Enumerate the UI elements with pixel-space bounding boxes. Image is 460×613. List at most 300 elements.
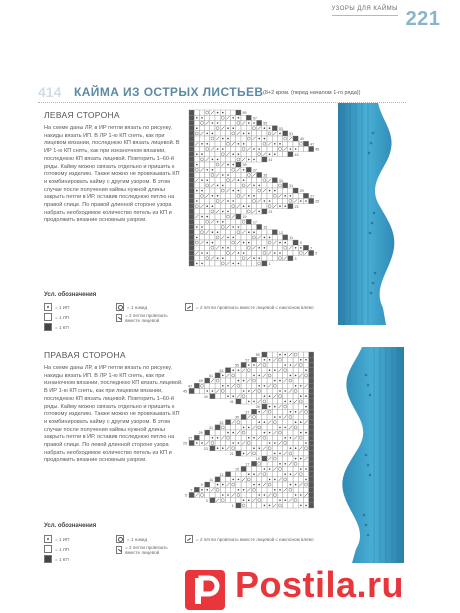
purl-mark <box>222 375 224 377</box>
purl-mark <box>243 252 245 254</box>
chart-cell <box>199 172 204 177</box>
chart-cell <box>267 487 272 492</box>
chart-cell <box>293 368 298 373</box>
chart-cell <box>288 440 293 445</box>
chart-cell <box>293 430 298 435</box>
purl-mark <box>201 226 203 228</box>
right-side-heading: ПРАВАЯ СТОРОНА <box>44 350 126 360</box>
purl-mark <box>300 421 302 423</box>
chart-cell <box>236 482 241 487</box>
chart-cell <box>288 198 293 203</box>
purl-mark <box>253 159 255 161</box>
purl-mark <box>274 252 276 254</box>
chart-cell <box>283 373 288 378</box>
purl-mark <box>243 133 245 135</box>
chart-cell <box>251 383 256 388</box>
chart-cell <box>309 482 314 487</box>
chart-cell <box>283 235 288 240</box>
purl-mark <box>253 401 255 403</box>
chart-cell <box>298 435 303 440</box>
purl-mark <box>290 375 292 377</box>
row-number-label: 33 <box>278 178 283 183</box>
chart-cell <box>277 503 282 508</box>
chart-cell <box>246 503 251 508</box>
chart-cell <box>257 193 262 198</box>
chart-cell <box>225 435 230 440</box>
watermark-text: Postila.ru <box>235 564 405 605</box>
chart-cell <box>194 230 199 235</box>
chart-cell <box>199 120 204 125</box>
legend-lp-2: = 1 ЛП <box>44 545 69 553</box>
chart-cell <box>236 120 241 125</box>
purl-mark <box>222 385 224 387</box>
purl-mark <box>248 499 250 501</box>
chart-cell <box>205 209 210 214</box>
chart-cell <box>257 388 262 393</box>
purl-mark <box>264 127 266 129</box>
chart-cell <box>199 146 204 151</box>
chart-cell <box>236 492 241 497</box>
purl-mark <box>217 148 219 150</box>
chart-cell <box>189 115 194 120</box>
chart-cell <box>303 435 308 440</box>
chart-cell <box>215 214 220 219</box>
purl-mark <box>253 375 255 377</box>
chart-cell <box>257 157 262 162</box>
chart-cell <box>194 172 199 177</box>
chart-cell <box>257 378 262 383</box>
row-number-label: 31 <box>209 426 213 430</box>
chart-cell <box>309 378 314 383</box>
chart-cell <box>246 245 251 250</box>
chart-cell <box>189 198 194 203</box>
purl-mark <box>212 159 214 161</box>
purl-mark <box>253 231 255 233</box>
purl-mark <box>201 489 203 491</box>
chart-cell <box>241 224 246 229</box>
chart-cell <box>241 482 246 487</box>
chart-cell <box>283 383 288 388</box>
chart-cell <box>231 378 236 383</box>
purl-mark <box>269 369 271 371</box>
chart-cell <box>189 209 194 214</box>
chart-cell <box>309 198 314 203</box>
purl-mark <box>227 247 229 249</box>
purl-mark <box>196 442 198 444</box>
legend-ssk: = 2 петли провязать вместе лицевой с наклоном влево <box>185 303 335 311</box>
chart-cell <box>309 487 314 492</box>
chart-cell <box>231 183 236 188</box>
chart-cell <box>277 198 282 203</box>
chart-cell <box>236 209 241 214</box>
row-number-label: 1 <box>268 262 271 266</box>
purl-mark <box>269 505 271 507</box>
chart-cell <box>246 152 251 157</box>
chart-cell <box>246 373 251 378</box>
chart-cell <box>210 172 215 177</box>
purl-mark <box>238 369 240 371</box>
chart-cell <box>194 136 199 141</box>
chart-cell <box>267 240 272 245</box>
chart-cell <box>267 256 272 261</box>
chart-cell <box>225 120 230 125</box>
row-number-label: 53 <box>278 126 283 131</box>
chart-cell <box>194 110 199 115</box>
chart-cell <box>288 250 293 255</box>
chart-cell <box>251 409 256 414</box>
purl-mark <box>269 237 271 239</box>
purl-mark <box>300 200 302 202</box>
purl-mark <box>258 211 260 213</box>
chart-cell <box>246 250 251 255</box>
chart-cell <box>210 383 215 388</box>
chart-cell <box>277 446 282 451</box>
chart-cell <box>277 235 282 240</box>
chart-cell <box>215 378 220 383</box>
chart-cell <box>241 115 246 120</box>
chart-cell <box>272 198 277 203</box>
row-number-label: 21 <box>268 210 273 214</box>
row-number-label: 27 <box>310 194 315 199</box>
chart-cell <box>220 167 225 172</box>
chart-cell <box>303 409 308 414</box>
purl-mark <box>274 453 276 455</box>
chart-cell <box>210 209 215 214</box>
purl-mark <box>243 169 245 171</box>
row-number-label: 13 <box>219 472 224 477</box>
chart-cell <box>210 126 215 131</box>
chart-cell <box>199 383 204 388</box>
chart-cell <box>246 235 251 240</box>
purl-mark <box>238 442 240 444</box>
purl-mark <box>295 375 297 377</box>
chart-cell <box>215 487 220 492</box>
chart-cell <box>257 250 262 255</box>
chart-cell <box>283 131 288 136</box>
purl-mark <box>295 494 297 496</box>
chart-cell <box>267 425 272 430</box>
chart-cell <box>231 172 236 177</box>
chart-cell <box>277 482 282 487</box>
chart-cell <box>288 487 293 492</box>
left-knitting-chart <box>185 108 338 270</box>
chart-cell <box>246 178 251 183</box>
chart-cell <box>225 178 230 183</box>
chart-cell <box>231 193 236 198</box>
chart-cell <box>251 250 256 255</box>
chart-cell <box>288 414 293 419</box>
purl-mark <box>222 148 224 150</box>
chart-cell <box>236 157 241 162</box>
chart-cell <box>236 126 241 131</box>
chart-cell <box>272 492 277 497</box>
chart-cell <box>267 399 272 404</box>
purl-mark <box>238 117 240 119</box>
purl-mark <box>196 263 198 265</box>
chart-cell <box>205 435 210 440</box>
chart-cell <box>236 425 241 430</box>
chart-cell <box>277 456 282 461</box>
chart-cell <box>220 214 225 219</box>
purl-mark <box>222 494 224 496</box>
chart-cell <box>277 136 282 141</box>
purl-mark <box>222 221 224 223</box>
chart-cell <box>298 477 303 482</box>
row-number-label: 59 <box>255 353 260 358</box>
chart-cell <box>257 368 262 373</box>
row-number-label: 55 <box>263 121 268 126</box>
chart-cell <box>277 146 282 151</box>
chart-cell <box>231 482 236 487</box>
chart-cell <box>205 126 210 131</box>
chart-cell <box>298 399 303 404</box>
chart-cell <box>309 461 314 466</box>
ssk-icon <box>185 303 193 311</box>
purl-mark <box>284 473 286 475</box>
chart-cell <box>272 230 277 235</box>
chart-cell <box>257 230 262 235</box>
chart-cell <box>205 146 210 151</box>
chart-cell <box>272 399 277 404</box>
chart-cell <box>241 435 246 440</box>
chart-cell <box>231 209 236 214</box>
chart-cell <box>251 394 256 399</box>
purl-mark <box>222 112 224 114</box>
left-side-heading: ЛЕВАЯ СТОРОНА <box>44 110 120 120</box>
chart-cell <box>262 204 267 209</box>
purl-mark <box>227 174 229 176</box>
chart-cell <box>277 399 282 404</box>
chart-cell <box>272 146 277 151</box>
purl-mark <box>227 494 229 496</box>
chart-cell <box>205 482 210 487</box>
purl-mark <box>258 138 260 140</box>
chart-cell <box>210 178 215 183</box>
purl-mark <box>248 231 250 233</box>
purl-mark <box>232 263 234 265</box>
chart-cell <box>277 435 282 440</box>
chart-cell <box>251 357 256 362</box>
chart-cell <box>251 487 256 492</box>
purl-mark <box>269 200 271 202</box>
chart-cell <box>298 146 303 151</box>
page-number: 221 <box>405 8 441 30</box>
chart-cell <box>288 357 293 362</box>
chart-cell <box>272 383 277 388</box>
chart-cell <box>251 430 256 435</box>
chart-cell <box>257 466 262 471</box>
chart-cell <box>215 261 220 266</box>
purl-mark <box>274 369 276 371</box>
chart-cell <box>309 394 314 399</box>
row-number-label: 41 <box>268 158 273 162</box>
purl-mark <box>238 179 240 181</box>
chart-cell <box>246 492 251 497</box>
chart-cell <box>309 435 314 440</box>
chart-cell <box>309 368 314 373</box>
chart-cell <box>283 404 288 409</box>
edge-stitch-icon <box>44 323 52 331</box>
chart-cell <box>272 482 277 487</box>
chart-cell <box>205 219 210 224</box>
chart-cell <box>303 472 308 477</box>
purl-mark <box>295 385 297 387</box>
chart-cell <box>199 136 204 141</box>
chart-cell <box>199 435 204 440</box>
purl-mark <box>238 226 240 228</box>
chart-cell <box>241 394 246 399</box>
chart-cell <box>298 141 303 146</box>
chart-cell <box>309 466 314 471</box>
purl-mark <box>269 190 271 192</box>
purl-mark <box>258 447 260 449</box>
chart-cell <box>220 120 225 125</box>
purl-mark <box>274 153 276 155</box>
chart-cell <box>220 141 225 146</box>
purl-mark <box>227 432 229 434</box>
chart-cell <box>309 425 314 430</box>
chart-cell <box>236 146 241 151</box>
purl-mark <box>290 364 292 366</box>
purl-mark <box>269 359 271 361</box>
chart-cell <box>288 477 293 482</box>
purl-mark <box>217 221 219 223</box>
chart-cell <box>277 245 282 250</box>
row-number-label: 37 <box>245 410 250 415</box>
chart-cell <box>262 209 267 214</box>
chart-cell <box>199 492 204 497</box>
chart-cell <box>288 152 293 157</box>
purl-mark <box>253 257 255 259</box>
chart-cell <box>210 492 215 497</box>
chart-cell <box>262 141 267 146</box>
chart-cell <box>267 435 272 440</box>
row-number-label: 11 <box>209 478 213 482</box>
purl-mark <box>264 138 266 140</box>
chart-cell <box>309 409 314 414</box>
purl-mark <box>305 505 307 507</box>
right-sample-photo <box>326 347 404 563</box>
chart-cell <box>231 446 236 451</box>
purl-mark <box>243 453 245 455</box>
chart-cell <box>210 188 215 193</box>
chart-cell <box>283 430 288 435</box>
chart-cell <box>189 230 194 235</box>
purl-mark <box>253 185 255 187</box>
purl-mark <box>201 153 203 155</box>
chart-cell <box>251 131 256 136</box>
legend-kp-2: = 1 КП <box>44 555 69 563</box>
chart-cell <box>194 120 199 125</box>
chart-cell <box>199 219 204 224</box>
chart-cell <box>293 141 298 146</box>
purl-mark <box>222 247 224 249</box>
purl-mark <box>222 257 224 259</box>
chart-cell <box>251 235 256 240</box>
chart-cell <box>210 152 215 157</box>
row-number-label: 29 <box>198 431 203 436</box>
chart-cell <box>231 204 236 209</box>
chart-cell <box>283 188 288 193</box>
chart-cell <box>231 110 236 115</box>
chart-cell <box>262 472 267 477</box>
chart-cell <box>241 420 246 425</box>
purl-mark <box>196 153 198 155</box>
chart-cell <box>303 388 308 393</box>
chart-cell <box>272 193 277 198</box>
k2tog-icon <box>116 314 122 322</box>
chart-cell <box>246 261 251 266</box>
purl-mark <box>222 185 224 187</box>
purl-mark <box>274 143 276 145</box>
chart-cell <box>309 146 314 151</box>
chart-cell <box>205 224 210 229</box>
chart-cell <box>246 440 251 445</box>
chart-cell <box>277 472 282 477</box>
chart-cell <box>267 352 272 357</box>
purl-mark <box>279 499 281 501</box>
chart-cell <box>283 141 288 146</box>
purl-mark <box>212 437 214 439</box>
chart-cell <box>298 368 303 373</box>
chart-cell <box>288 256 293 261</box>
chart-cell <box>236 420 241 425</box>
chart-cell <box>277 383 282 388</box>
purl-mark <box>305 442 307 444</box>
chart-cell <box>246 219 251 224</box>
purl-mark <box>258 484 260 486</box>
chart-cell <box>298 193 303 198</box>
chart-cell <box>236 388 241 393</box>
chart-cell <box>246 430 251 435</box>
chart-cell <box>267 230 272 235</box>
chart-cell <box>231 256 236 261</box>
chart-cell <box>262 261 267 266</box>
chart-cell <box>189 136 194 141</box>
chart-cell <box>293 503 298 508</box>
edge-stitch-icon <box>44 555 52 563</box>
purl-mark <box>305 468 307 470</box>
chart-cell <box>225 131 230 136</box>
chart-cell <box>236 172 241 177</box>
chart-cell <box>194 209 199 214</box>
purl-mark <box>253 447 255 449</box>
chart-cell <box>283 250 288 255</box>
section-title: УЗОРЫ ДЛЯ КАЙМЫ <box>331 6 398 12</box>
purl-mark <box>305 432 307 434</box>
chart-cell <box>236 214 241 219</box>
chart-cell <box>262 435 267 440</box>
chart-cell <box>267 409 272 414</box>
purl-mark <box>217 122 219 124</box>
legend-ip-2: = 1 ИП <box>44 535 69 543</box>
chart-cell <box>272 245 277 250</box>
chart-cell <box>262 487 267 492</box>
chart-cell <box>241 152 246 157</box>
chart-cell <box>303 352 308 357</box>
chart-cell <box>257 357 262 362</box>
chart-cell <box>246 167 251 172</box>
chart-cell <box>257 498 262 503</box>
right-side-text: На схеме даны ЛР, в ИР петли вязать по рисунку, накиды вязать ИП. В ЛР 1-ю КП снять, как при изнаночном вязании, последнюю КП вязать лицевой. В ИР 1-ю КП снять, как при лицевом вязании, последнюю КП вязать лицевой. Повторить 1–60-й ряды. Кайму можно связать отдельно и пришить к готовому изделию. Также можно не провязывать КП и комбинировать кайму с другим узором. В этом случае после получения каймы нужной длины закрыть петли в ИР, оставив последнюю петлю на правой спице. По левой длинной стороне узора набрать необходимое количество петель из КП и продолжить вязание основным узором. <box>44 365 183 464</box>
purl-mark <box>232 190 234 192</box>
chart-cell <box>236 193 241 198</box>
chart-cell <box>241 466 246 471</box>
chart-cell <box>309 498 314 503</box>
chart-cell <box>231 425 236 430</box>
chart-cell <box>288 204 293 209</box>
chart-cell <box>220 261 225 266</box>
